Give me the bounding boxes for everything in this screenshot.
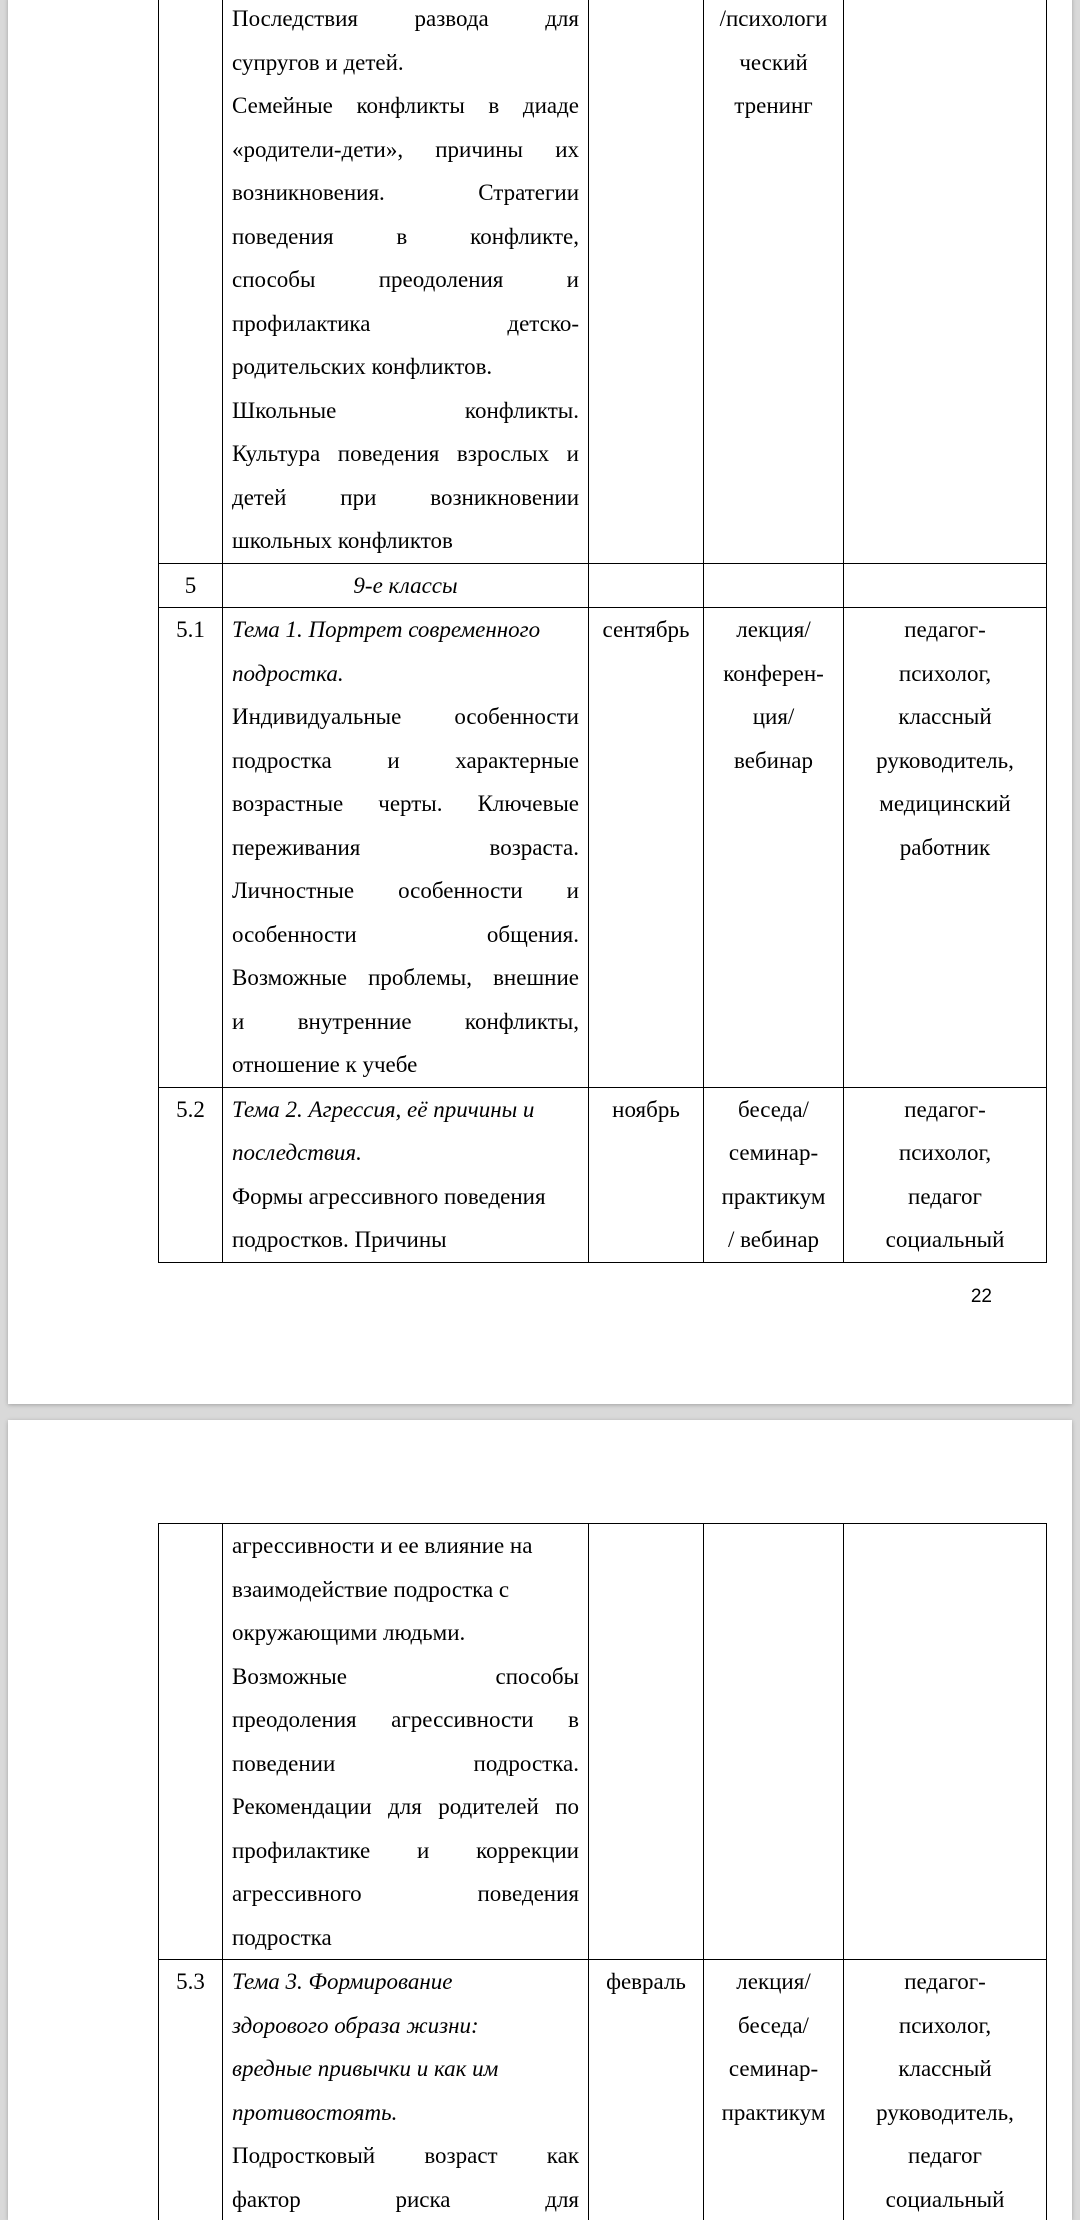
form-line: /психологи	[713, 0, 834, 41]
topic-title-line: вредные привычки и как им	[232, 2047, 579, 2091]
resp-line: педагог-	[853, 608, 1037, 652]
cell-responsible	[844, 1960, 1047, 2220]
resp-line: руководитель,	[853, 2091, 1037, 2135]
topic-line: родительских конфликтов.	[232, 345, 579, 389]
topic-line: взаимодействие подростка с	[232, 1568, 579, 1612]
cell-topic	[223, 0, 589, 563]
resp-line: работник	[853, 826, 1037, 870]
row-number: 5.3	[159, 1960, 223, 2220]
topic-line: поведения в конфликте,	[232, 215, 579, 259]
topic-title-line: Тема 1. Портрет современного	[232, 608, 579, 652]
topic-line: Индивидуальные особенности	[232, 695, 579, 739]
resp-line: педагог-	[853, 1960, 1037, 2004]
form-line: лекция/	[713, 608, 834, 652]
resp-line: социальный	[853, 1218, 1037, 1262]
resp-line: педагог-	[853, 1088, 1037, 1132]
topic-line: подростков. Причины	[232, 1218, 579, 1262]
cell-topic	[223, 1087, 589, 1262]
resp-line: психолог,	[853, 652, 1037, 696]
form-line: / вебинар	[713, 1218, 834, 1262]
topic-line: «родители-дети», причины их	[232, 128, 579, 172]
form-line: тренинг	[713, 84, 834, 128]
topic-line: подростка	[232, 1916, 579, 1960]
topic-line: агрессивности и ее влияние на	[232, 1524, 579, 1568]
table-row-5-2	[159, 1087, 1047, 1262]
topic-line: поведении подростка.	[232, 1742, 579, 1786]
cell-form	[704, 1087, 844, 1262]
topic-line: Подростковый возраст как	[232, 2134, 579, 2178]
topic-line: Последствия развода для	[232, 0, 579, 41]
form-line: семинар-	[713, 1131, 834, 1175]
form-line: беседа/	[713, 1088, 834, 1132]
cell-date: сентябрь	[589, 608, 704, 1088]
table-row-section	[159, 563, 1047, 608]
topic-title-line: последствия.	[232, 1131, 579, 1175]
cell-date: февраль	[589, 1960, 704, 2220]
events-plan-table	[158, 0, 1047, 1263]
topic-line: профилактике и коррекции	[232, 1829, 579, 1873]
cell-num	[159, 0, 223, 563]
form-line: ция/	[713, 695, 834, 739]
topic-title-line: Тема 2. Агрессия, её причины и	[232, 1088, 579, 1132]
form-line: беседа/	[713, 2004, 834, 2048]
document-page-23	[8, 1420, 1072, 2220]
form-line: ческий	[713, 41, 834, 85]
topic-line: фактор риска для	[232, 2178, 579, 2220]
topic-line: возникновения. Стратегии	[232, 171, 579, 215]
cell-form	[704, 608, 844, 1088]
topic-line: детей при возникновении	[232, 476, 579, 520]
cell-topic	[223, 1960, 589, 2220]
events-plan-table	[158, 1523, 1047, 2220]
form-line: семинар-	[713, 2047, 834, 2091]
resp-line: педагог	[853, 2134, 1037, 2178]
cell-topic	[223, 1524, 589, 1960]
topic-line: Семейные конфликты в диаде	[232, 84, 579, 128]
resp-line: педагог	[853, 1175, 1037, 1219]
table-row-continued	[159, 1524, 1047, 1960]
cell-responsible	[844, 0, 1047, 563]
resp-line: классный	[853, 2047, 1037, 2091]
topic-line: Возможные способы	[232, 1655, 579, 1699]
topic-title-line: здорового образа жизни:	[232, 2004, 579, 2048]
topic-line: и внутренние конфликты,	[232, 1000, 579, 1044]
topic-line: Школьные конфликты.	[232, 389, 579, 433]
topic-line: окружающими людьми.	[232, 1611, 579, 1655]
form-line: вебинар	[713, 739, 834, 783]
topic-line: Личностные особенности и	[232, 869, 579, 913]
topic-line: отношение к учебе	[232, 1043, 579, 1087]
cell-topic	[223, 608, 589, 1088]
cell-form	[704, 0, 844, 563]
form-line: практикум	[713, 2091, 834, 2135]
topic-line: Формы агрессивного поведения	[232, 1175, 579, 1219]
cell-date: ноябрь	[589, 1087, 704, 1262]
row-number: 5.2	[159, 1087, 223, 1262]
topic-line: особенности общения.	[232, 913, 579, 957]
resp-line: медицинский	[853, 782, 1037, 826]
cell-responsible	[844, 1087, 1047, 1262]
resp-line: психолог,	[853, 1131, 1037, 1175]
cell-date	[589, 563, 704, 608]
resp-line: психолог,	[853, 2004, 1037, 2048]
topic-line: преодоления агрессивности в	[232, 1698, 579, 1742]
topic-line: подростка и характерные	[232, 739, 579, 783]
cell-responsible	[844, 608, 1047, 1088]
document-page-22	[8, 0, 1072, 1404]
resp-line: классный	[853, 695, 1037, 739]
topic-line: возрастные черты. Ключевые	[232, 782, 579, 826]
topic-line: Возможные проблемы, внешние	[232, 956, 579, 1000]
topic-title-line: подростка.	[232, 652, 579, 696]
cell-form	[704, 1524, 844, 1960]
topic-line: Рекомендации для родителей по	[232, 1785, 579, 1829]
form-line: лекция/	[713, 1960, 834, 2004]
cell-form	[704, 563, 844, 608]
topic-line: переживания возраста.	[232, 826, 579, 870]
cell-responsible	[844, 563, 1047, 608]
form-line: практикум	[713, 1175, 834, 1219]
cell-num	[159, 1524, 223, 1960]
topic-line: агрессивного поведения	[232, 1872, 579, 1916]
cell-date	[589, 0, 704, 563]
cell-date	[589, 1524, 704, 1960]
topic-line: профилактика детско-	[232, 302, 579, 346]
form-line: конферен-	[713, 652, 834, 696]
table-row-5-3	[159, 1960, 1047, 2220]
cell-responsible	[844, 1524, 1047, 1960]
section-title: 9-е классы	[223, 563, 589, 608]
page-number: 22	[971, 1286, 992, 1308]
topic-title-line: противостоять.	[232, 2091, 579, 2135]
table-row-5-1	[159, 608, 1047, 1088]
section-number: 5	[159, 563, 223, 608]
resp-line: социальный	[853, 2178, 1037, 2220]
table-row-continued	[159, 0, 1047, 563]
topic-line: способы преодоления и	[232, 258, 579, 302]
cell-form	[704, 1960, 844, 2220]
topic-title-line: Тема 3. Формирование	[232, 1960, 579, 2004]
topic-line: супругов и детей.	[232, 41, 579, 85]
topic-line: Культура поведения взрослых и	[232, 432, 579, 476]
topic-line: школьных конфликтов	[232, 519, 579, 563]
resp-line: руководитель,	[853, 739, 1037, 783]
row-number: 5.1	[159, 608, 223, 1088]
